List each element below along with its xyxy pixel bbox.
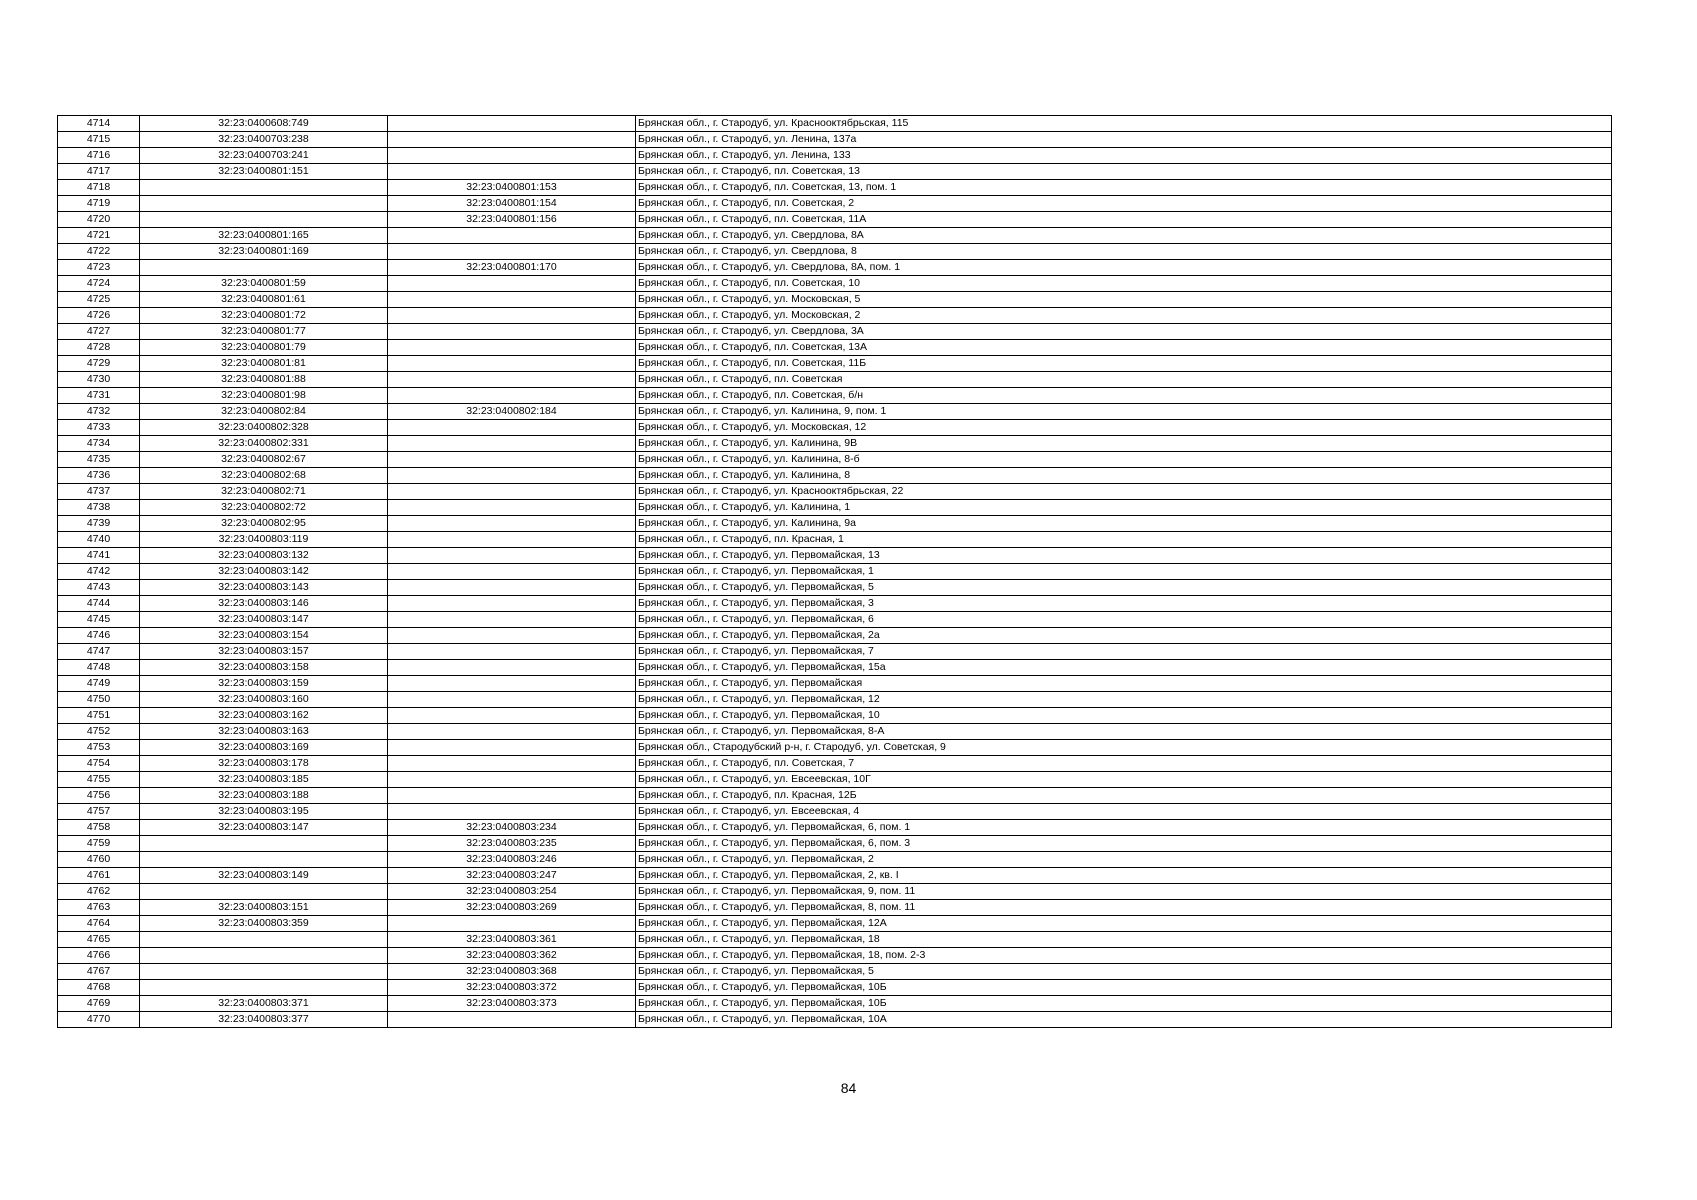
building-cadastral-number-cell	[388, 516, 636, 532]
row-number-cell: 4731	[58, 388, 140, 404]
address-cell: Брянская обл., г. Стародуб, ул. Калинина, 8	[636, 468, 1612, 484]
address-cell: Брянская обл., г. Стародуб, ул. Первомайская, 2	[636, 852, 1612, 868]
table-row	[58, 692, 1612, 708]
table-row	[58, 500, 1612, 516]
land-cadastral-number-cell: 32:23:0400803:359	[140, 916, 388, 932]
land-cadastral-number-cell: 32:23:0400803:163	[140, 724, 388, 740]
address-cell: Брянская обл., г. Стародуб, ул. Первомайская, 8-А	[636, 724, 1612, 740]
land-cadastral-number-cell: 32:23:0400801:59	[140, 276, 388, 292]
building-cadastral-number-cell	[388, 692, 636, 708]
address-cell: Брянская обл., г. Стародуб, пл. Советская, 11Б	[636, 356, 1612, 372]
building-cadastral-number-cell: 32:23:0400803:235	[388, 836, 636, 852]
land-cadastral-number-cell	[140, 852, 388, 868]
building-cadastral-number-cell	[388, 788, 636, 804]
address-cell: Брянская обл., г. Стародуб, пл. Советская, 10	[636, 276, 1612, 292]
land-cadastral-number-cell: 32:23:0400803:371	[140, 996, 388, 1012]
row-number-cell: 4764	[58, 916, 140, 932]
land-cadastral-number-cell: 32:23:0400802:328	[140, 420, 388, 436]
table-row	[58, 980, 1612, 996]
row-number-cell: 4762	[58, 884, 140, 900]
land-cadastral-number-cell: 32:23:0400802:95	[140, 516, 388, 532]
table-row	[58, 820, 1612, 836]
address-cell: Брянская обл., г. Стародуб, ул. Первомайская, 10Б	[636, 980, 1612, 996]
land-cadastral-number-cell: 32:23:0400803:154	[140, 628, 388, 644]
land-cadastral-number-cell	[140, 932, 388, 948]
address-cell: Брянская обл., г. Стародуб, пл. Советская, 2	[636, 196, 1612, 212]
table-row	[58, 724, 1612, 740]
land-cadastral-number-cell: 32:23:0400801:88	[140, 372, 388, 388]
table-row	[58, 404, 1612, 420]
building-cadastral-number-cell	[388, 420, 636, 436]
address-cell: Брянская обл., г. Стародуб, пл. Красная, 1	[636, 532, 1612, 548]
building-cadastral-number-cell	[388, 644, 636, 660]
building-cadastral-number-cell	[388, 148, 636, 164]
building-cadastral-number-cell	[388, 676, 636, 692]
table-row	[58, 484, 1612, 500]
row-number-cell: 4727	[58, 324, 140, 340]
address-cell: Брянская обл., г. Стародуб, ул. Свердлова, 3А	[636, 324, 1612, 340]
building-cadastral-number-cell	[388, 916, 636, 932]
row-number-cell: 4740	[58, 532, 140, 548]
address-cell: Брянская обл., г. Стародуб, ул. Первомайская, 2а	[636, 628, 1612, 644]
building-cadastral-number-cell	[388, 340, 636, 356]
row-number-cell: 4732	[58, 404, 140, 420]
row-number-cell: 4770	[58, 1012, 140, 1028]
land-cadastral-number-cell: 32:23:0400803:185	[140, 772, 388, 788]
row-number-cell: 4761	[58, 868, 140, 884]
land-cadastral-number-cell: 32:23:0400803:143	[140, 580, 388, 596]
land-cadastral-number-cell: 32:23:0400803:169	[140, 740, 388, 756]
row-number-cell: 4767	[58, 964, 140, 980]
table-row	[58, 468, 1612, 484]
row-number-cell: 4716	[58, 148, 140, 164]
land-cadastral-number-cell	[140, 212, 388, 228]
table-row	[58, 260, 1612, 276]
land-cadastral-number-cell: 32:23:0400803:146	[140, 596, 388, 612]
land-cadastral-number-cell: 32:23:0400801:151	[140, 164, 388, 180]
table-row	[58, 708, 1612, 724]
table-row	[58, 852, 1612, 868]
address-cell: Брянская обл., г. Стародуб, ул. Первомайская	[636, 676, 1612, 692]
row-number-cell: 4721	[58, 228, 140, 244]
table-row	[58, 276, 1612, 292]
row-number-cell: 4724	[58, 276, 140, 292]
building-cadastral-number-cell: 32:23:0400803:368	[388, 964, 636, 980]
table-row	[58, 756, 1612, 772]
row-number-cell: 4750	[58, 692, 140, 708]
land-cadastral-number-cell: 32:23:0400801:79	[140, 340, 388, 356]
building-cadastral-number-cell	[388, 564, 636, 580]
table-row	[58, 516, 1612, 532]
row-number-cell: 4738	[58, 500, 140, 516]
row-number-cell: 4744	[58, 596, 140, 612]
land-cadastral-number-cell: 32:23:0400803:377	[140, 1012, 388, 1028]
table-row	[58, 532, 1612, 548]
land-cadastral-number-cell: 32:23:0400803:119	[140, 532, 388, 548]
address-cell: Брянская обл., г. Стародуб, ул. Московская, 2	[636, 308, 1612, 324]
address-cell: Брянская обл., г. Стародуб, пл. Красная, 12Б	[636, 788, 1612, 804]
land-cadastral-number-cell	[140, 196, 388, 212]
building-cadastral-number-cell	[388, 660, 636, 676]
building-cadastral-number-cell: 32:23:0400801:156	[388, 212, 636, 228]
address-cell: Брянская обл., г. Стародуб, ул. Первомайская, 12	[636, 692, 1612, 708]
building-cadastral-number-cell	[388, 292, 636, 308]
building-cadastral-number-cell: 32:23:0400801:154	[388, 196, 636, 212]
building-cadastral-number-cell	[388, 740, 636, 756]
building-cadastral-number-cell	[388, 548, 636, 564]
land-cadastral-number-cell: 32:23:0400803:178	[140, 756, 388, 772]
building-cadastral-number-cell	[388, 436, 636, 452]
row-number-cell: 4755	[58, 772, 140, 788]
row-number-cell: 4735	[58, 452, 140, 468]
address-cell: Брянская обл., г. Стародуб, ул. Ленина, 133	[636, 148, 1612, 164]
address-cell: Брянская обл., г. Стародуб, ул. Первомайская, 1	[636, 564, 1612, 580]
building-cadastral-number-cell	[388, 772, 636, 788]
table-row	[58, 196, 1612, 212]
building-cadastral-number-cell	[388, 484, 636, 500]
address-cell: Брянская обл., г. Стародуб, ул. Первомайская, 9, пом. 11	[636, 884, 1612, 900]
row-number-cell: 4715	[58, 132, 140, 148]
address-cell: Брянская обл., г. Стародуб, ул. Первомайская, 13	[636, 548, 1612, 564]
table-row	[58, 932, 1612, 948]
land-cadastral-number-cell: 32:23:0400802:68	[140, 468, 388, 484]
address-cell: Брянская обл., г. Стародуб, пл. Советская, 7	[636, 756, 1612, 772]
building-cadastral-number-cell	[388, 308, 636, 324]
address-cell: Брянская обл., г. Стародуб, ул. Калинина, 9, пом. 1	[636, 404, 1612, 420]
table-row	[58, 324, 1612, 340]
table-row	[58, 228, 1612, 244]
row-number-cell: 4746	[58, 628, 140, 644]
building-cadastral-number-cell: 32:23:0400803:373	[388, 996, 636, 1012]
address-cell: Брянская обл., г. Стародуб, ул. Первомайская, 6, пом. 1	[636, 820, 1612, 836]
address-cell: Брянская обл., г. Стародуб, пл. Советская, 13, пом. 1	[636, 180, 1612, 196]
building-cadastral-number-cell	[388, 468, 636, 484]
building-cadastral-number-cell	[388, 356, 636, 372]
building-cadastral-number-cell: 32:23:0400801:153	[388, 180, 636, 196]
land-cadastral-number-cell: 32:23:0400803:147	[140, 820, 388, 836]
land-cadastral-number-cell: 32:23:0400801:61	[140, 292, 388, 308]
table-row	[58, 740, 1612, 756]
address-cell: Брянская обл., г. Стародуб, ул. Евсеевская, 4	[636, 804, 1612, 820]
table-row	[58, 884, 1612, 900]
address-cell: Брянская обл., г. Стародуб, ул. Краснооктябрьская, 115	[636, 116, 1612, 132]
row-number-cell: 4714	[58, 116, 140, 132]
table-row	[58, 116, 1612, 132]
row-number-cell: 4718	[58, 180, 140, 196]
building-cadastral-number-cell: 32:23:0400803:362	[388, 948, 636, 964]
table-row	[58, 212, 1612, 228]
address-cell: Брянская обл., г. Стародуб, ул. Свердлова, 8	[636, 244, 1612, 260]
land-cadastral-number-cell	[140, 180, 388, 196]
row-number-cell: 4769	[58, 996, 140, 1012]
building-cadastral-number-cell: 32:23:0400801:170	[388, 260, 636, 276]
address-cell: Брянская обл., г. Стародуб, ул. Свердлова, 8А, пом. 1	[636, 260, 1612, 276]
table-row	[58, 164, 1612, 180]
table-row	[58, 132, 1612, 148]
building-cadastral-number-cell	[388, 596, 636, 612]
table-row	[58, 548, 1612, 564]
row-number-cell: 4758	[58, 820, 140, 836]
row-number-cell: 4749	[58, 676, 140, 692]
address-cell: Брянская обл., г. Стародуб, ул. Московская, 5	[636, 292, 1612, 308]
row-number-cell: 4717	[58, 164, 140, 180]
table-row	[58, 948, 1612, 964]
row-number-cell: 4754	[58, 756, 140, 772]
row-number-cell: 4743	[58, 580, 140, 596]
address-cell: Брянская обл., г. Стародуб, ул. Краснооктябрьская, 22	[636, 484, 1612, 500]
row-number-cell: 4741	[58, 548, 140, 564]
land-cadastral-number-cell: 32:23:0400803:195	[140, 804, 388, 820]
row-number-cell: 4766	[58, 948, 140, 964]
row-number-cell: 4720	[58, 212, 140, 228]
row-number-cell: 4768	[58, 980, 140, 996]
land-cadastral-number-cell: 32:23:0400802:67	[140, 452, 388, 468]
table-row	[58, 308, 1612, 324]
row-number-cell: 4723	[58, 260, 140, 276]
building-cadastral-number-cell	[388, 612, 636, 628]
row-number-cell: 4752	[58, 724, 140, 740]
building-cadastral-number-cell	[388, 132, 636, 148]
land-cadastral-number-cell: 32:23:0400803:142	[140, 564, 388, 580]
row-number-cell: 4753	[58, 740, 140, 756]
row-number-cell: 4730	[58, 372, 140, 388]
building-cadastral-number-cell: 32:23:0400803:247	[388, 868, 636, 884]
land-cadastral-number-cell: 32:23:0400803:159	[140, 676, 388, 692]
building-cadastral-number-cell	[388, 372, 636, 388]
land-cadastral-number-cell: 32:23:0400801:98	[140, 388, 388, 404]
address-cell: Брянская обл., г. Стародуб, пл. Советская, 11А	[636, 212, 1612, 228]
registry-body	[58, 116, 1612, 1028]
land-cadastral-number-cell	[140, 980, 388, 996]
land-cadastral-number-cell: 32:23:0400803:157	[140, 644, 388, 660]
table-row	[58, 388, 1612, 404]
land-cadastral-number-cell: 32:23:0400803:160	[140, 692, 388, 708]
land-cadastral-number-cell: 32:23:0400608:749	[140, 116, 388, 132]
address-cell: Брянская обл., г. Стародуб, ул. Свердлова, 8А	[636, 228, 1612, 244]
table-row	[58, 340, 1612, 356]
land-cadastral-number-cell: 32:23:0400803:149	[140, 868, 388, 884]
address-cell: Брянская обл., г. Стародуб, ул. Калинина, 1	[636, 500, 1612, 516]
row-number-cell: 4739	[58, 516, 140, 532]
building-cadastral-number-cell: 32:23:0400803:246	[388, 852, 636, 868]
table-row	[58, 628, 1612, 644]
building-cadastral-number-cell: 32:23:0400803:269	[388, 900, 636, 916]
row-number-cell: 4751	[58, 708, 140, 724]
land-cadastral-number-cell: 32:23:0400801:165	[140, 228, 388, 244]
building-cadastral-number-cell	[388, 244, 636, 260]
land-cadastral-number-cell: 32:23:0400801:72	[140, 308, 388, 324]
row-number-cell: 4725	[58, 292, 140, 308]
land-cadastral-number-cell	[140, 964, 388, 980]
row-number-cell: 4726	[58, 308, 140, 324]
table-row	[58, 804, 1612, 820]
address-cell: Брянская обл., г. Стародуб, ул. Первомайская, 12А	[636, 916, 1612, 932]
building-cadastral-number-cell	[388, 500, 636, 516]
table-row	[58, 148, 1612, 164]
building-cadastral-number-cell	[388, 628, 636, 644]
table-row	[58, 660, 1612, 676]
land-cadastral-number-cell	[140, 260, 388, 276]
table-row	[58, 964, 1612, 980]
land-cadastral-number-cell: 32:23:0400803:147	[140, 612, 388, 628]
row-number-cell: 4757	[58, 804, 140, 820]
land-cadastral-number-cell: 32:23:0400803:162	[140, 708, 388, 724]
table-row	[58, 772, 1612, 788]
row-number-cell: 4719	[58, 196, 140, 212]
land-cadastral-number-cell: 32:23:0400803:151	[140, 900, 388, 916]
row-number-cell: 4760	[58, 852, 140, 868]
land-cadastral-number-cell: 32:23:0400803:188	[140, 788, 388, 804]
building-cadastral-number-cell	[388, 532, 636, 548]
building-cadastral-number-cell	[388, 324, 636, 340]
row-number-cell: 4737	[58, 484, 140, 500]
table-row	[58, 372, 1612, 388]
building-cadastral-number-cell: 32:23:0400803:372	[388, 980, 636, 996]
table-row	[58, 996, 1612, 1012]
table-row	[58, 292, 1612, 308]
row-number-cell: 4722	[58, 244, 140, 260]
row-number-cell: 4765	[58, 932, 140, 948]
land-cadastral-number-cell: 32:23:0400802:331	[140, 436, 388, 452]
address-cell: Брянская обл., г. Стародуб, ул. Первомайская, 2, кв. I	[636, 868, 1612, 884]
land-cadastral-number-cell: 32:23:0400801:169	[140, 244, 388, 260]
building-cadastral-number-cell	[388, 724, 636, 740]
building-cadastral-number-cell	[388, 388, 636, 404]
address-cell: Брянская обл., г. Стародуб, ул. Первомайская, 18, пом. 2-3	[636, 948, 1612, 964]
land-cadastral-number-cell: 32:23:0400703:238	[140, 132, 388, 148]
address-cell: Брянская обл., г. Стародуб, ул. Евсеевская, 10Г	[636, 772, 1612, 788]
table-row	[58, 868, 1612, 884]
address-cell: Брянская обл., г. Стародуб, пл. Советская, 13	[636, 164, 1612, 180]
address-cell: Брянская обл., г. Стародуб, ул. Первомайская, 18	[636, 932, 1612, 948]
row-number-cell: 4763	[58, 900, 140, 916]
row-number-cell: 4747	[58, 644, 140, 660]
row-number-cell: 4748	[58, 660, 140, 676]
address-cell: Брянская обл., г. Стародуб, ул. Первомайская, 10А	[636, 1012, 1612, 1028]
row-number-cell: 4736	[58, 468, 140, 484]
address-cell: Брянская обл., г. Стародуб, ул. Первомайская, 5	[636, 580, 1612, 596]
table-row	[58, 180, 1612, 196]
table-row	[58, 916, 1612, 932]
address-cell: Брянская обл., г. Стародуб, ул. Первомайская, 3	[636, 596, 1612, 612]
building-cadastral-number-cell	[388, 708, 636, 724]
table-row	[58, 580, 1612, 596]
building-cadastral-number-cell	[388, 580, 636, 596]
table-row	[58, 596, 1612, 612]
address-cell: Брянская обл., г. Стародуб, ул. Калинина, 8-б	[636, 452, 1612, 468]
row-number-cell: 4742	[58, 564, 140, 580]
land-cadastral-number-cell	[140, 884, 388, 900]
table-row	[58, 836, 1612, 852]
land-cadastral-number-cell: 32:23:0400803:158	[140, 660, 388, 676]
row-number-cell: 4729	[58, 356, 140, 372]
row-number-cell: 4734	[58, 436, 140, 452]
table-row	[58, 452, 1612, 468]
address-cell: Брянская обл., г. Стародуб, ул. Первомайская, 6, пом. 3	[636, 836, 1612, 852]
address-cell: Брянская обл., г. Стародуб, пл. Советская	[636, 372, 1612, 388]
building-cadastral-number-cell	[388, 228, 636, 244]
building-cadastral-number-cell: 32:23:0400802:184	[388, 404, 636, 420]
address-cell: Брянская обл., г. Стародуб, ул. Калинина, 9а	[636, 516, 1612, 532]
row-number-cell: 4728	[58, 340, 140, 356]
building-cadastral-number-cell	[388, 116, 636, 132]
land-cadastral-number-cell: 32:23:0400803:132	[140, 548, 388, 564]
building-cadastral-number-cell: 32:23:0400803:234	[388, 820, 636, 836]
table-row	[58, 244, 1612, 260]
address-cell: Брянская обл., г. Стародуб, ул. Первомайская, 10Б	[636, 996, 1612, 1012]
table-row	[58, 356, 1612, 372]
address-cell: Брянская обл., г. Стародуб, пл. Советская, б/н	[636, 388, 1612, 404]
property-registry-table	[57, 115, 1612, 1028]
land-cadastral-number-cell: 32:23:0400802:72	[140, 500, 388, 516]
land-cadastral-number-cell	[140, 836, 388, 852]
table-row	[58, 676, 1612, 692]
address-cell: Брянская обл., г. Стародуб, ул. Первомайская, 15а	[636, 660, 1612, 676]
land-cadastral-number-cell: 32:23:0400703:241	[140, 148, 388, 164]
building-cadastral-number-cell	[388, 1012, 636, 1028]
address-cell: Брянская обл., г. Стародуб, ул. Калинина, 9В	[636, 436, 1612, 452]
page-number: 84	[840, 1080, 857, 1096]
table-row	[58, 564, 1612, 580]
table-row	[58, 900, 1612, 916]
land-cadastral-number-cell: 32:23:0400801:77	[140, 324, 388, 340]
building-cadastral-number-cell	[388, 452, 636, 468]
address-cell: Брянская обл., г. Стародуб, ул. Первомайская, 8, пом. 11	[636, 900, 1612, 916]
land-cadastral-number-cell: 32:23:0400802:84	[140, 404, 388, 420]
land-cadastral-number-cell: 32:23:0400801:81	[140, 356, 388, 372]
land-cadastral-number-cell	[140, 948, 388, 964]
address-cell: Брянская обл., г. Стародуб, ул. Первомайская, 5	[636, 964, 1612, 980]
table-row	[58, 420, 1612, 436]
row-number-cell: 4759	[58, 836, 140, 852]
address-cell: Брянская обл., г. Стародуб, ул. Ленина, 137а	[636, 132, 1612, 148]
table-row	[58, 1012, 1612, 1028]
building-cadastral-number-cell	[388, 756, 636, 772]
table-row	[58, 436, 1612, 452]
row-number-cell: 4745	[58, 612, 140, 628]
land-cadastral-number-cell: 32:23:0400802:71	[140, 484, 388, 500]
building-cadastral-number-cell	[388, 276, 636, 292]
table-row	[58, 612, 1612, 628]
building-cadastral-number-cell	[388, 164, 636, 180]
address-cell: Брянская обл., Стародубский р-н, г. Стародуб, ул. Советская, 9	[636, 740, 1612, 756]
table-row	[58, 788, 1612, 804]
row-number-cell: 4733	[58, 420, 140, 436]
row-number-cell: 4756	[58, 788, 140, 804]
table-row	[58, 644, 1612, 660]
address-cell: Брянская обл., г. Стародуб, пл. Советская, 13А	[636, 340, 1612, 356]
building-cadastral-number-cell	[388, 804, 636, 820]
address-cell: Брянская обл., г. Стародуб, ул. Первомайская, 6	[636, 612, 1612, 628]
address-cell: Брянская обл., г. Стародуб, ул. Первомайская, 10	[636, 708, 1612, 724]
address-cell: Брянская обл., г. Стародуб, ул. Первомайская, 7	[636, 644, 1612, 660]
building-cadastral-number-cell: 32:23:0400803:254	[388, 884, 636, 900]
address-cell: Брянская обл., г. Стародуб, ул. Московская, 12	[636, 420, 1612, 436]
building-cadastral-number-cell: 32:23:0400803:361	[388, 932, 636, 948]
